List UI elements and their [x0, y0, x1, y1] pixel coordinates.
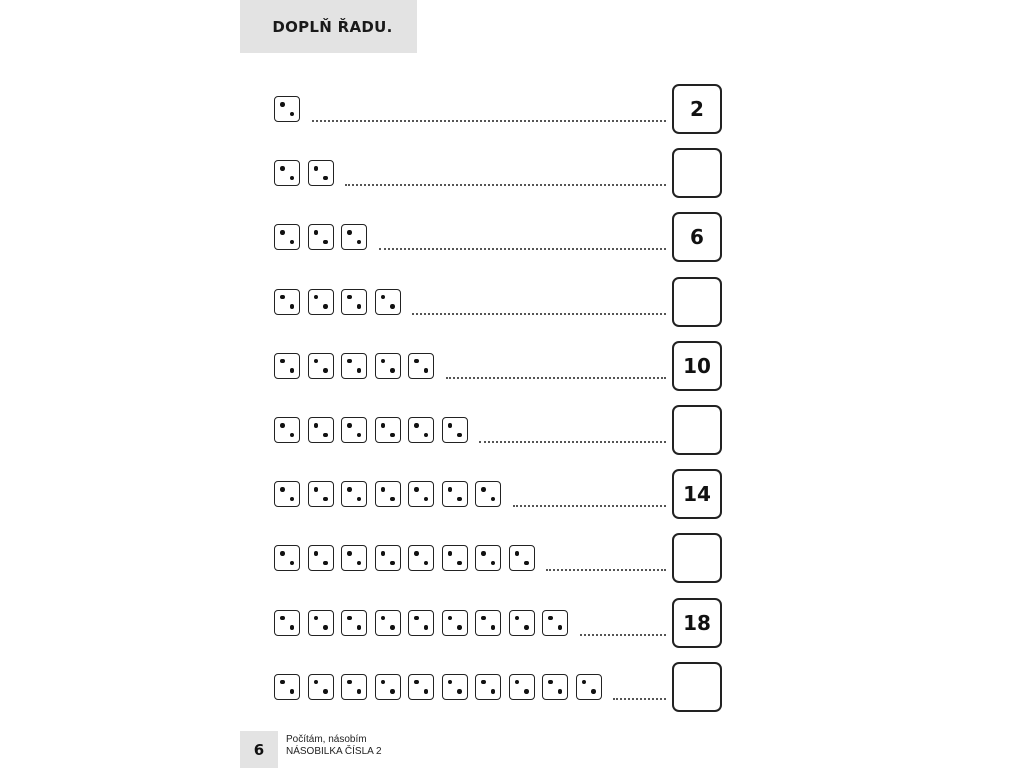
exercise-row	[274, 212, 724, 262]
exercise-row	[274, 469, 724, 519]
die-two-icon	[341, 289, 367, 315]
pip	[448, 487, 453, 492]
die-two-icon	[375, 545, 401, 571]
die-two-icon	[509, 545, 535, 571]
die-two-icon	[341, 417, 367, 443]
pip	[323, 304, 328, 309]
pip	[280, 295, 285, 300]
exercise-row	[274, 277, 724, 327]
pip	[414, 616, 419, 621]
pip	[591, 689, 596, 694]
pip	[381, 359, 386, 364]
die-two-icon	[274, 481, 300, 507]
pip	[314, 166, 319, 171]
page-title: DOPLŇ ŘADU.	[272, 17, 393, 36]
pip	[390, 304, 395, 309]
pip	[481, 616, 486, 621]
pip	[457, 561, 462, 566]
pip	[347, 551, 352, 556]
pip	[457, 625, 462, 630]
pip	[290, 368, 295, 373]
pip	[448, 423, 453, 428]
pip	[357, 497, 362, 502]
pip	[314, 295, 319, 300]
pip	[280, 230, 285, 235]
die-two-icon	[308, 545, 334, 571]
pip	[381, 680, 386, 685]
pip	[390, 561, 395, 566]
pip	[357, 561, 362, 566]
die-two-icon	[274, 353, 300, 379]
die-two-icon	[442, 481, 468, 507]
pip	[290, 304, 295, 309]
pip	[280, 551, 285, 556]
pip	[347, 487, 352, 492]
pip	[524, 689, 529, 694]
die-two-icon	[375, 289, 401, 315]
pip	[323, 433, 328, 438]
answer-box[interactable]	[672, 277, 722, 327]
pip	[314, 230, 319, 235]
die-two-icon	[475, 610, 501, 636]
pip	[491, 625, 496, 630]
pip	[448, 616, 453, 621]
pip	[280, 359, 285, 364]
answer-box[interactable]	[672, 405, 722, 455]
pip	[414, 487, 419, 492]
pip	[481, 551, 486, 556]
pip	[414, 423, 419, 428]
answer-box[interactable]	[672, 533, 722, 583]
pip	[357, 304, 362, 309]
die-two-icon	[274, 417, 300, 443]
pip	[323, 625, 328, 630]
page-number: 6	[253, 740, 265, 759]
die-two-icon	[341, 610, 367, 636]
pip	[414, 680, 419, 685]
dice-group	[274, 160, 341, 188]
die-two-icon	[375, 610, 401, 636]
pip	[491, 689, 496, 694]
answer-box[interactable]	[672, 148, 722, 198]
die-two-icon	[341, 481, 367, 507]
die-two-icon	[308, 160, 334, 186]
die-two-icon	[274, 289, 300, 315]
die-two-icon	[442, 674, 468, 700]
die-two-icon	[442, 545, 468, 571]
dotted-leader	[412, 313, 666, 315]
exercise-row	[274, 533, 724, 583]
pip	[323, 240, 328, 245]
pip	[314, 423, 319, 428]
pip	[314, 680, 319, 685]
pip	[290, 176, 295, 181]
dotted-leader	[446, 377, 667, 379]
pip	[280, 680, 285, 685]
pip	[290, 625, 295, 630]
pip	[290, 561, 295, 566]
die-two-icon	[375, 417, 401, 443]
pip	[357, 240, 362, 245]
pip	[357, 368, 362, 373]
pip	[424, 625, 429, 630]
die-two-icon	[509, 610, 535, 636]
pip	[424, 368, 429, 373]
pip	[390, 497, 395, 502]
pip	[381, 551, 386, 556]
pip	[481, 680, 486, 685]
die-two-icon	[308, 481, 334, 507]
pip	[524, 561, 529, 566]
pip	[491, 561, 496, 566]
dotted-leader	[312, 120, 667, 122]
die-two-icon	[475, 674, 501, 700]
die-two-icon	[341, 224, 367, 250]
title-banner	[240, 0, 417, 53]
dotted-leader	[513, 505, 667, 507]
pip	[548, 616, 553, 621]
pip	[347, 423, 352, 428]
die-two-icon	[341, 674, 367, 700]
pip	[424, 497, 429, 502]
dotted-leader	[379, 248, 667, 250]
pip	[323, 497, 328, 502]
pip	[290, 497, 295, 502]
pip	[290, 240, 295, 245]
pip	[424, 561, 429, 566]
answer-box[interactable]: 18	[672, 598, 722, 648]
pip	[347, 680, 352, 685]
dice-group	[274, 417, 475, 445]
pip	[314, 616, 319, 621]
pip	[491, 497, 496, 502]
pip	[290, 433, 295, 438]
dice-group	[274, 353, 442, 381]
die-two-icon	[308, 610, 334, 636]
pip	[381, 423, 386, 428]
pip	[314, 359, 319, 364]
dice-group	[274, 674, 609, 702]
dotted-leader	[345, 184, 666, 186]
pip	[524, 625, 529, 630]
die-two-icon	[274, 545, 300, 571]
answer-box[interactable]: 2	[672, 84, 722, 134]
pip	[357, 433, 362, 438]
pip	[314, 551, 319, 556]
pip	[280, 166, 285, 171]
die-two-icon	[341, 353, 367, 379]
pip	[290, 112, 295, 117]
die-two-icon	[576, 674, 602, 700]
answer-box[interactable]: 14	[672, 469, 722, 519]
pip	[558, 625, 563, 630]
pip	[280, 423, 285, 428]
pip	[390, 368, 395, 373]
pip	[390, 433, 395, 438]
pip	[323, 368, 328, 373]
pip	[515, 680, 520, 685]
die-two-icon	[341, 545, 367, 571]
dotted-leader	[613, 698, 666, 700]
die-two-icon	[542, 610, 568, 636]
pip	[481, 487, 486, 492]
exercise-row	[274, 84, 724, 134]
dice-group	[274, 96, 308, 124]
footer-line-1: Počítám, násobím	[286, 734, 367, 745]
die-two-icon	[375, 481, 401, 507]
dotted-leader	[479, 441, 666, 443]
pip	[290, 689, 295, 694]
footer-caption	[286, 734, 382, 758]
pip	[390, 625, 395, 630]
die-two-icon	[274, 674, 300, 700]
exercise-row	[274, 341, 724, 391]
pip	[323, 689, 328, 694]
answer-box[interactable]: 10	[672, 341, 722, 391]
exercise-row	[274, 598, 724, 648]
die-two-icon	[375, 674, 401, 700]
pip	[414, 359, 419, 364]
die-two-icon	[408, 481, 434, 507]
pip	[381, 487, 386, 492]
die-two-icon	[308, 224, 334, 250]
die-two-icon	[408, 353, 434, 379]
pip	[582, 680, 587, 685]
pip	[347, 359, 352, 364]
dice-group	[274, 224, 375, 252]
answer-box[interactable]: 6	[672, 212, 722, 262]
die-two-icon	[442, 610, 468, 636]
die-two-icon	[442, 417, 468, 443]
pip	[515, 551, 520, 556]
dice-group	[274, 289, 408, 317]
die-two-icon	[308, 674, 334, 700]
die-two-icon	[408, 610, 434, 636]
pip	[314, 487, 319, 492]
pip	[357, 625, 362, 630]
pip	[347, 230, 352, 235]
die-two-icon	[408, 417, 434, 443]
dotted-leader	[580, 634, 667, 636]
die-two-icon	[408, 545, 434, 571]
pip	[457, 689, 462, 694]
die-two-icon	[308, 353, 334, 379]
pip	[424, 433, 429, 438]
pip	[390, 689, 395, 694]
footer-line-2: NÁSOBILKA ČÍSLA 2	[286, 746, 382, 757]
pip	[347, 616, 352, 621]
pip	[414, 551, 419, 556]
pip	[448, 551, 453, 556]
die-two-icon	[542, 674, 568, 700]
die-two-icon	[274, 160, 300, 186]
pip	[548, 680, 553, 685]
pip	[558, 689, 563, 694]
pip	[457, 497, 462, 502]
pip	[323, 561, 328, 566]
die-two-icon	[274, 224, 300, 250]
exercise-row	[274, 148, 724, 198]
exercise-row	[274, 405, 724, 455]
pip	[448, 680, 453, 685]
pip	[280, 616, 285, 621]
dotted-leader	[546, 569, 666, 571]
pip	[357, 689, 362, 694]
die-two-icon	[274, 96, 300, 122]
die-two-icon	[308, 417, 334, 443]
exercise-row	[274, 662, 724, 712]
page-number-box	[240, 731, 278, 768]
die-two-icon	[509, 674, 535, 700]
die-two-icon	[408, 674, 434, 700]
die-two-icon	[308, 289, 334, 315]
die-two-icon	[274, 610, 300, 636]
pip	[280, 102, 285, 107]
pip	[457, 433, 462, 438]
pip	[323, 176, 328, 181]
pip	[381, 616, 386, 621]
pip	[280, 487, 285, 492]
die-two-icon	[475, 481, 501, 507]
pip	[424, 689, 429, 694]
pip	[381, 295, 386, 300]
die-two-icon	[375, 353, 401, 379]
answer-box[interactable]	[672, 662, 722, 712]
die-two-icon	[475, 545, 501, 571]
dice-group	[274, 610, 576, 638]
pip	[515, 616, 520, 621]
dice-group	[274, 481, 509, 509]
dice-group	[274, 545, 542, 573]
pip	[347, 295, 352, 300]
